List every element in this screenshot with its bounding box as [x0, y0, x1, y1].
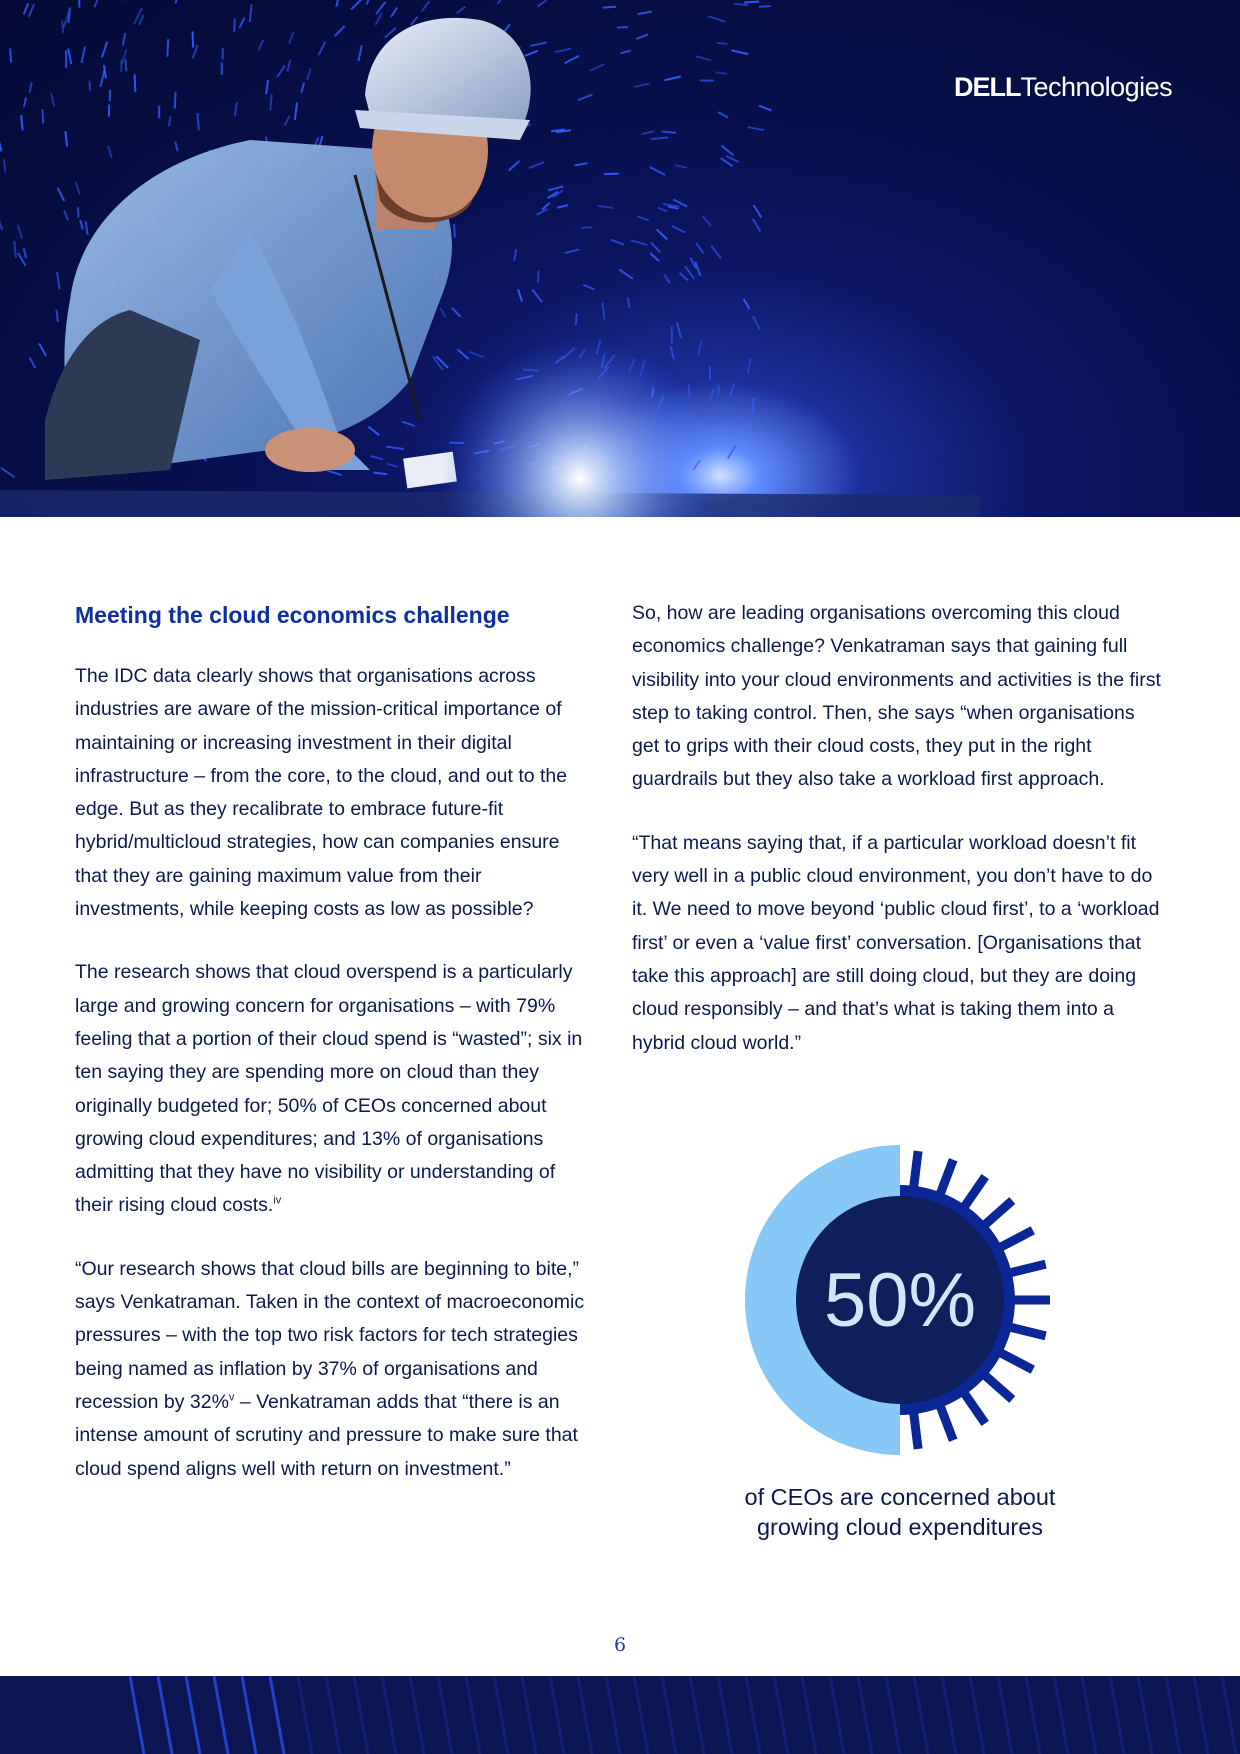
gauge-tick: [978, 1201, 1012, 1232]
paragraph-text: The research shows that cloud overspend is a particularly large and growing concern for organisations – with 79% feeling that a portion of their cloud spend is “wasted”; six in ten saying they are spending more on cloud than they originally budgeted for; 50% of CEOs concerned about growing cloud expenditures; and 13% of organisations admitting that they have no visibility or understanding of their rising cloud costs.: [75, 961, 583, 1217]
dell-technologies-logo[interactable]: [954, 72, 1173, 103]
gauge-tick: [913, 1151, 919, 1197]
gauge-tick: [959, 1177, 985, 1215]
footnote-ref[interactable]: iv: [273, 1194, 282, 1207]
stat-caption-line1: of CEOs are concerned about: [744, 1484, 1056, 1510]
gauge-tick: [978, 1369, 1012, 1400]
footnote-ref[interactable]: v: [228, 1391, 235, 1404]
footer-light-streaks: [0, 1676, 1240, 1754]
gauge-tick: [913, 1403, 919, 1449]
right-column: [632, 597, 1162, 1090]
gauge-tick: [959, 1386, 985, 1424]
page-number: 6: [613, 1634, 627, 1656]
ceo-concern-stat: [700, 1140, 1100, 1540]
paragraph-cloud-overspend: [75, 956, 595, 1222]
logo-suffix: Technologies: [1020, 72, 1173, 102]
paragraph-cloud-bills-quote: [75, 1253, 595, 1486]
percentage-gauge: [745, 1140, 1055, 1460]
paragraph-visibility: So, how are leading organisations overcoming this cloud economics challenge? Venkatraman says that gaining full visibility into your cloud environments and activities is the first step to taking control. Then, she says “when organisations get to grips with their cloud costs, they put in the right guardrails but they also take a workload first approach.: [632, 602, 1161, 791]
logo-brand: DELL: [954, 72, 1021, 102]
footer-band: [0, 1676, 1240, 1754]
left-column: [75, 600, 595, 1516]
paragraph-workload-first-quote: “That means saying that, if a particular workload doesn’t fit very well in a public cloud environment, you don’t have to do it. We need to move beyond ‘public cloud first’, to a ‘workload first’ or even a ‘value first’ conversation. [Organisations that take this approach] are still doing cloud, but they are doing cloud responsibly – and that’s what is taking them into a hybrid cloud world.”: [632, 831, 1160, 1054]
hero-image: [0, 0, 1240, 517]
stat-caption-line2: growing cloud expenditures: [756, 1514, 1044, 1540]
paragraph-text: The IDC data clearly shows that organisations across industries are aware of the mission-critical importance of maintaining or increasing investment in their digital infrastructure – from the core, to the cloud, and out to the edge. But as they recalibrate to embrace future-fit hybrid/multicloud strategies, how can companies ensure that they are gaining maximum value from their investments, while keeping costs as low as possible?: [75, 665, 568, 921]
paragraph-text: – Venkatraman adds that “there is an intense amount of scrutiny and pressure to make sure that cloud spend aligns well with return on investment.”: [75, 1390, 578, 1480]
stat-value: 50%: [823, 1258, 977, 1343]
stat-caption: [700, 1482, 1100, 1542]
section-heading: Meeting the cloud economics challenge: [75, 602, 510, 628]
paragraph-text: “Our research shows that cloud bills are beginning to bite,” says Venkatraman. Taken in the context of macroeconomic pressures – with the top two risk factors for tech strategies being named as inflation by 37% of organisations and recession by 32%: [75, 1257, 585, 1413]
paragraph-idc-data: [75, 660, 595, 926]
